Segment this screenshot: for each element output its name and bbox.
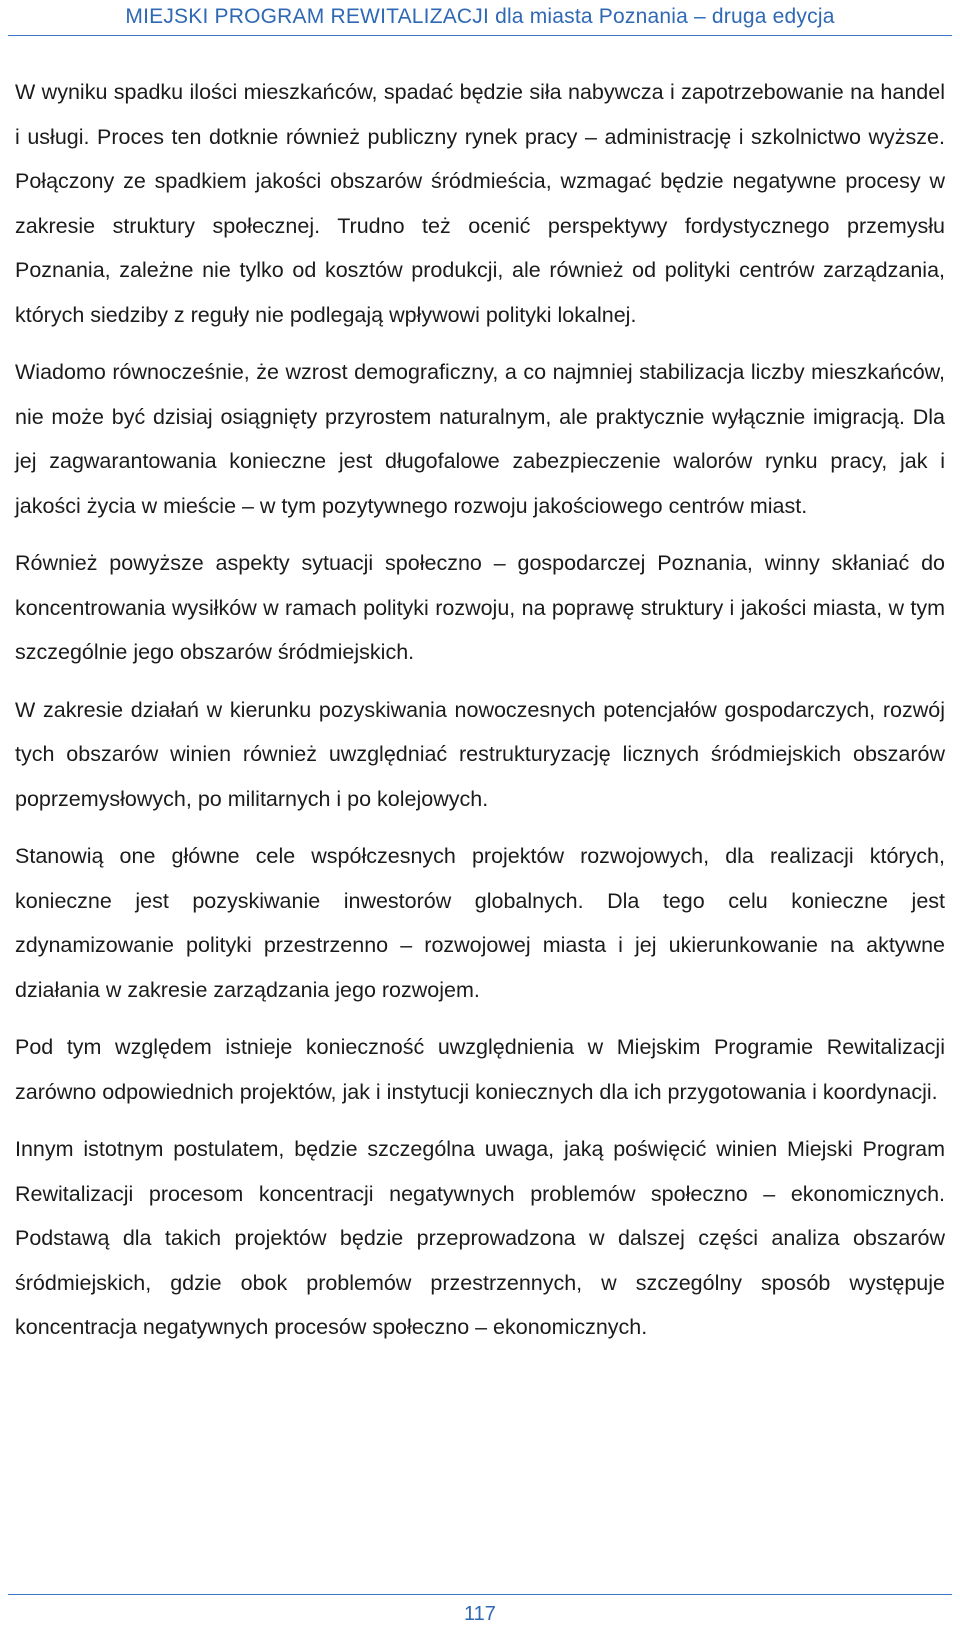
body-text xyxy=(15,70,945,1363)
paragraph-6: Pod tym względem istnieje konieczność uwzględnienia w Miejskim Programie Rewitalizacji zarówno odpowiednich projektów, jak i instytucji koniecznych dla ich przygotowania i koordynacji. xyxy=(15,1035,945,1104)
paragraph-7: Innym istotnym postulatem, będzie szczególna uwaga, jaką poświęcić winien Miejski Program Rewitalizacji procesom koncentracji negatywnych problemów społeczno – ekonomicznych. Podstawą dla takich projektów będzie przeprowadzona w dalszej części analiza obszarów śródmiejskich, gdzie obok problemów przestrzennych, w szczególny sposób występuje koncentracja negatywnych procesów społeczno – ekonomicznych. xyxy=(15,1137,945,1339)
header-divider xyxy=(8,35,952,36)
page-header xyxy=(0,0,960,36)
paragraph-3: Również powyższe aspekty sytuacji społeczno – gospodarczej Poznania, winny skłaniać do koncentrowania wysiłków w ramach polityki rozwoju, na poprawę struktury i jakości miasta, w tym szczególnie jego obszarów śródmiejskich. xyxy=(15,551,945,664)
paragraph-4: W zakresie działań w kierunku pozyskiwania nowoczesnych potencjałów gospodarczych, rozwój tych obszarów winien również uwzględniać restrukturyzację licznych śródmiejskich obszarów poprzemysłowych, po militarnych i po kolejowych. xyxy=(15,697,945,811)
page-footer xyxy=(0,1585,960,1630)
paragraph-2: Wiadomo równocześnie, że wzrost demograficzny, a co najmniej stabilizacja liczby mieszkańców, nie może być dzisiaj osiągnięty przyrostem naturalnym, ale praktycznie wyłącznie imigracją. Dla jej zagwarantowania konieczne jest długofalowe zabezpieczenie walorów rynku pracy, jak i jakości życia w mieście – w tym pozytywnego rozwoju jakościowego centrów miast. xyxy=(15,360,945,518)
footer-divider xyxy=(8,1594,952,1595)
page-number: 117 xyxy=(464,1603,496,1625)
header-title: MIEJSKI PROGRAM REWITALIZACJI dla miasta Poznania – druga edycja xyxy=(125,5,835,28)
paragraph-1: W wyniku spadku ilości mieszkańców, spadać będzie siła nabywcza i zapotrzebowanie na handel i usługi. Proces ten dotknie również publiczny rynek pracy – administrację i szkolnictwo wyższe. Połączony ze spadkiem jakości obszarów śródmieścia, wzmagać będzie negatywne procesy w zakresie struktury społecznej. Trudno też ocenić perspektywy fordystycznego przemysłu Poznania, zależne nie tylko od kosztów produkcji, ale również od polityki centrów zarządzania, których siedziby z reguły nie podlegają wpływowi polityki lokalnej. xyxy=(15,80,945,327)
paragraph-5: Stanowią one główne cele współczesnych projektów rozwojowych, dla realizacji których, konieczne jest pozyskiwanie inwestorów globalnych. Dla tego celu konieczne jest zdynamizowanie polityki przestrzenno – rozwojowej miasta i jej ukierunkowanie na aktywne działania w zakresie zarządzania jego rozwojem. xyxy=(15,844,945,1002)
